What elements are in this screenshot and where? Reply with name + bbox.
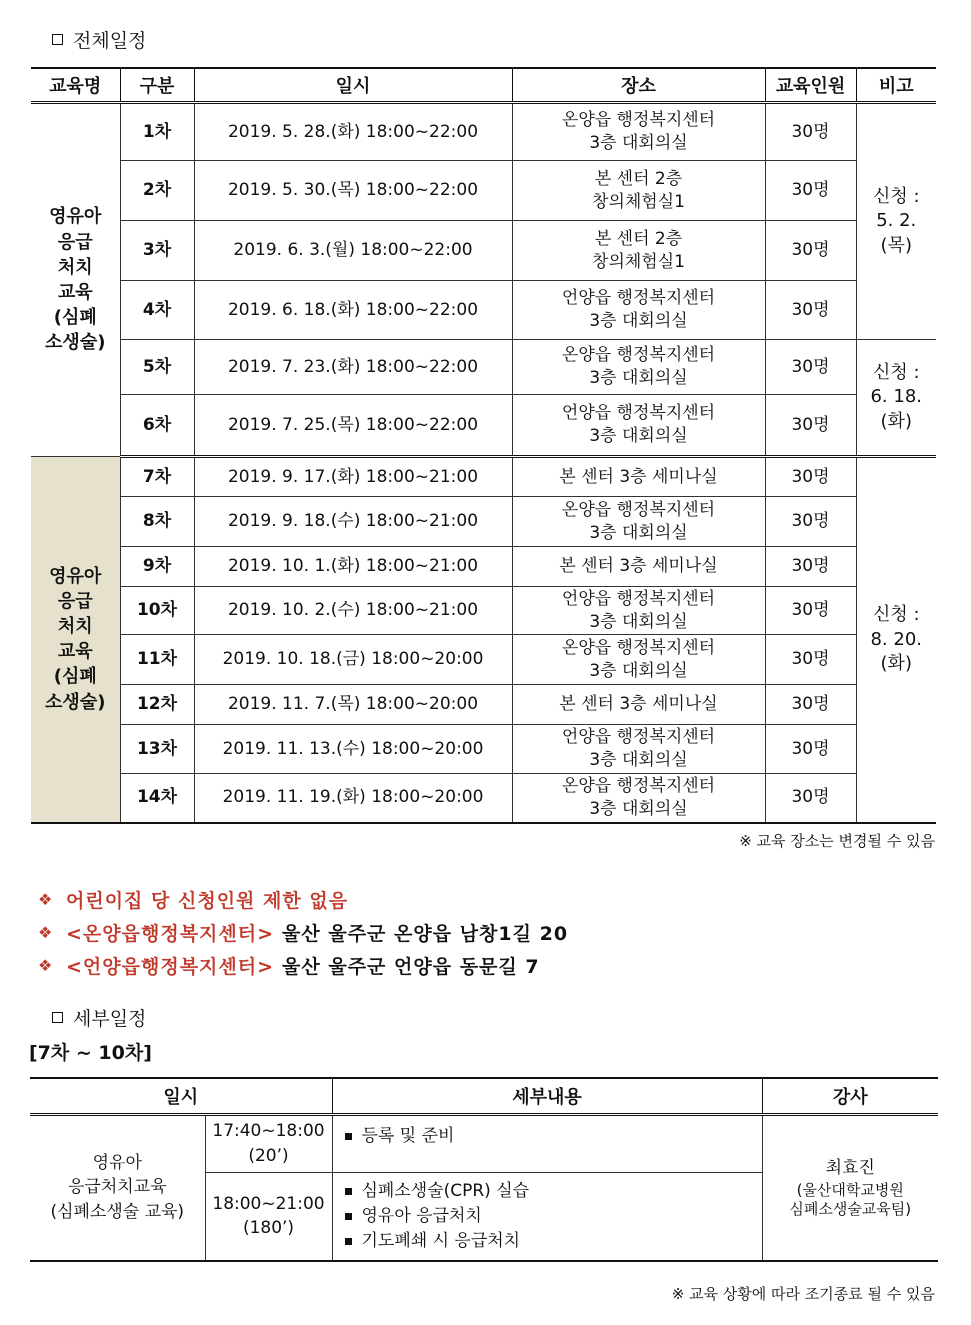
- place-cell: [512, 457, 765, 497]
- course-name-line: 응급: [57, 590, 93, 612]
- count-cell: 30명: [765, 725, 856, 774]
- table-row: [31, 103, 936, 161]
- list-item: [345, 1204, 762, 1229]
- list-item-text: 영유아 응급처치: [361, 1205, 482, 1226]
- place-cell: [512, 587, 765, 635]
- round-cell: 5차: [120, 340, 194, 395]
- table-row: [31, 395, 936, 457]
- square-bullet-icon: [345, 1238, 352, 1245]
- course-name-line: (심폐: [53, 666, 97, 688]
- place-line: 언양읍 행정복지센터: [561, 288, 716, 309]
- table-row: [31, 161, 936, 221]
- count-cell: 30명: [765, 161, 856, 221]
- header-cell: 구분: [120, 68, 194, 103]
- course-name-line: 교육: [57, 282, 93, 303]
- table-row: [30, 1115, 938, 1173]
- datetime-cell: 2019. 10. 1.(화) 18:00~21:00: [194, 547, 512, 587]
- list-item: [345, 1179, 762, 1204]
- venue-change-footnote: ※ 교육 장소는 변경될 수 있음: [739, 832, 935, 850]
- diamond-bullet-icon: ❖: [38, 923, 53, 942]
- round-cell: 9차: [120, 547, 194, 587]
- time-slot-cell: [205, 1173, 332, 1261]
- place-cell: [512, 547, 765, 587]
- header-cell: 일시: [194, 68, 512, 103]
- note-line: (목): [880, 234, 912, 256]
- table-row: [31, 587, 936, 635]
- place-line: 3층 대회의실: [589, 133, 688, 153]
- place-line: 3층 대회의실: [589, 750, 688, 770]
- place-line: 창의체험실1: [592, 191, 685, 212]
- instructor-name: 최효진: [825, 1157, 875, 1178]
- round-cell: 3차: [120, 221, 194, 281]
- program-line: (심폐소생술 교육): [50, 1202, 185, 1223]
- datetime-cell: 2019. 5. 30.(목) 18:00~22:00: [194, 161, 512, 221]
- time-text: 18:00~21:00: [212, 1193, 325, 1214]
- note-line: (화): [880, 652, 912, 674]
- square-bullet-icon: [345, 1133, 352, 1140]
- place-line: 언양읍 행정복지센터: [561, 588, 716, 609]
- table-row: [31, 221, 936, 281]
- course-name-line: 소생술): [45, 691, 106, 713]
- contents-cell: [332, 1115, 762, 1173]
- table-row: [31, 685, 936, 725]
- place-line: 3층 대회의실: [589, 660, 688, 681]
- round-cell: 4차: [120, 281, 194, 340]
- header-cell: 일시: [30, 1078, 332, 1115]
- datetime-cell: 2019. 7. 25.(목) 18:00~22:00: [194, 395, 512, 457]
- round-cell: 1차: [120, 103, 194, 161]
- place-cell: [512, 395, 765, 457]
- header-cell: 장소: [512, 68, 765, 103]
- place-line: 본 센터 2층: [594, 228, 683, 249]
- duration-text: (180’): [242, 1218, 295, 1239]
- round-cell: 6차: [120, 395, 194, 457]
- datetime-cell: 2019. 6. 3.(월) 18:00~22:00: [194, 221, 512, 281]
- place-cell: [512, 103, 765, 161]
- place-line: 온양읍 행정복지센터: [561, 499, 716, 520]
- overall-title-text: 전체일정: [73, 30, 147, 52]
- place-line: 3층 대회의실: [589, 368, 688, 388]
- place-line: 본 센터 3층 세미나실: [559, 556, 718, 577]
- notice-red-text: <온양읍행정복지센터>: [66, 923, 275, 945]
- place-cell: [512, 635, 765, 685]
- round-cell: 13차: [120, 725, 194, 774]
- detail-schedule-table: [30, 1077, 938, 1262]
- notice-item: [38, 916, 568, 949]
- count-cell: 30명: [765, 774, 856, 823]
- datetime-cell: 2019. 11. 7.(목) 18:00~20:00: [194, 685, 512, 725]
- count-cell: 30명: [765, 685, 856, 725]
- course-name-line: 교육: [57, 641, 93, 663]
- round-cell: 10차: [120, 587, 194, 635]
- place-line: 3층 대회의실: [589, 611, 688, 632]
- course-name-cell: [31, 103, 120, 457]
- round-cell: 14차: [120, 774, 194, 823]
- header-cell: 교육인원: [765, 68, 856, 103]
- table-header-row: [30, 1078, 938, 1115]
- list-item-text: 등록 및 준비: [361, 1126, 455, 1146]
- table-row: [31, 635, 936, 685]
- place-cell: [512, 774, 765, 823]
- note-cell: [856, 103, 936, 340]
- datetime-cell: 2019. 10. 18.(금) 18:00~20:00: [194, 635, 512, 685]
- instructor-org: (울산대학교병원: [796, 1180, 904, 1199]
- note-line: 8. 20.: [870, 628, 923, 650]
- course-name-line: 응급: [57, 231, 93, 253]
- round-cell: 8차: [120, 497, 194, 547]
- place-line: 온양읍 행정복지센터: [561, 345, 716, 366]
- early-end-footnote: ※ 교육 상황에 따라 조기종료 될 수 있음: [671, 1285, 935, 1303]
- detail-title-text: 세부일정: [73, 1008, 147, 1030]
- place-cell: [512, 725, 765, 774]
- note-line: 신청 :: [872, 604, 920, 626]
- time-text: 17:40~18:00: [212, 1121, 325, 1142]
- header-cell: 강사: [762, 1078, 938, 1115]
- diamond-bullet-icon: ❖: [38, 890, 53, 909]
- place-line: 창의체험실1: [592, 251, 685, 272]
- diamond-bullet-icon: ❖: [38, 956, 53, 975]
- notice-list: [38, 883, 568, 982]
- place-cell: [512, 685, 765, 725]
- header-cell: 비고: [856, 68, 936, 103]
- notice-item: [38, 883, 568, 916]
- course-name-cell: [31, 457, 120, 823]
- overall-section-title: [52, 26, 146, 53]
- round-range-label: [7차 ~ 10차]: [29, 1042, 152, 1064]
- round-cell: 11차: [120, 635, 194, 685]
- place-line: 본 센터 3층 세미나실: [559, 694, 718, 715]
- table-row: [31, 547, 936, 587]
- notice-address-text: 울산 울주군 언양읍 동문길 7: [282, 956, 540, 978]
- notice-red-text: 어린이집 당 신청인원 제한 없음: [66, 890, 349, 912]
- place-cell: [512, 161, 765, 221]
- table-row: [31, 340, 936, 395]
- datetime-cell: 2019. 10. 2.(수) 18:00~21:00: [194, 587, 512, 635]
- notice-red-text: <언양읍행정복지센터>: [66, 956, 275, 978]
- datetime-cell: 2019. 7. 23.(화) 18:00~22:00: [194, 340, 512, 395]
- place-line: 3층 대회의실: [589, 426, 688, 446]
- count-cell: 30명: [765, 457, 856, 497]
- place-line: 언양읍 행정복지센터: [561, 727, 716, 748]
- note-line: 신청 :: [872, 186, 920, 208]
- program-line: 영유아: [92, 1152, 142, 1173]
- round-cell: 2차: [120, 161, 194, 221]
- notice-item: [38, 949, 568, 982]
- detail-section-title: [52, 1004, 146, 1031]
- list-item-text: 심폐소생술(CPR) 실습: [361, 1180, 530, 1201]
- place-cell: [512, 281, 765, 340]
- table-row: [31, 497, 936, 547]
- square-bullet-icon: [345, 1188, 352, 1195]
- count-cell: 30명: [765, 103, 856, 161]
- duration-text: (20’): [248, 1146, 289, 1166]
- round-cell: 7차: [120, 457, 194, 497]
- table-row: [31, 774, 936, 823]
- header-cell: 교육명: [31, 68, 120, 103]
- notice-address-text: 울산 울주군 온양읍 남창1길 20: [282, 923, 569, 945]
- note-line: 5. 2.: [876, 210, 917, 232]
- table-header-row: [31, 68, 936, 103]
- overall-schedule-table: [31, 67, 936, 824]
- course-name-line: 영유아: [49, 206, 102, 228]
- datetime-cell: 2019. 9. 18.(수) 18:00~21:00: [194, 497, 512, 547]
- header-cell: 세부내용: [332, 1078, 762, 1115]
- place-line: 온양읍 행정복지센터: [561, 637, 716, 658]
- course-name-line: 영유아: [49, 565, 102, 587]
- list-item-text: 기도폐쇄 시 응급처치: [361, 1230, 521, 1251]
- place-line: 본 센터 3층 세미나실: [559, 466, 718, 487]
- datetime-cell: 2019. 5. 28.(화) 18:00~22:00: [194, 103, 512, 161]
- count-cell: 30명: [765, 281, 856, 340]
- place-line: 3층 대회의실: [589, 311, 688, 331]
- note-line: 6. 18.: [870, 386, 923, 408]
- instructor-cell: [762, 1115, 938, 1261]
- course-name-line: 처치: [57, 256, 93, 278]
- square-bullet-icon: [345, 1213, 352, 1220]
- place-cell: [512, 497, 765, 547]
- datetime-cell: 2019. 9. 17.(화) 18:00~21:00: [194, 457, 512, 497]
- table-row: [31, 281, 936, 340]
- program-line: 응급처치교육: [67, 1177, 167, 1198]
- contents-cell: [332, 1173, 762, 1261]
- time-slot-cell: [205, 1115, 332, 1173]
- datetime-cell: 2019. 6. 18.(화) 18:00~22:00: [194, 281, 512, 340]
- note-line: (화): [880, 410, 912, 432]
- count-cell: 30명: [765, 587, 856, 635]
- checkbox-square-icon: [52, 1012, 63, 1023]
- count-cell: 30명: [765, 497, 856, 547]
- course-name-line: 소생술): [45, 332, 106, 354]
- place-cell: [512, 221, 765, 281]
- place-line: 언양읍 행정복지센터: [561, 403, 716, 424]
- list-item: [345, 1124, 762, 1149]
- count-cell: 30명: [765, 340, 856, 395]
- instructor-team: 심폐소생술교육팀): [789, 1200, 912, 1219]
- table-row: [31, 457, 936, 497]
- count-cell: 30명: [765, 221, 856, 281]
- count-cell: 30명: [765, 395, 856, 457]
- place-line: 온양읍 행정복지센터: [561, 775, 716, 796]
- table-row: [31, 725, 936, 774]
- course-name-line: (심폐: [53, 307, 97, 329]
- place-line: 온양읍 행정복지센터: [561, 110, 716, 131]
- program-cell: [30, 1115, 205, 1261]
- datetime-cell: 2019. 11. 19.(화) 18:00~20:00: [194, 774, 512, 823]
- note-line: 신청 :: [872, 362, 920, 384]
- checkbox-square-icon: [52, 34, 63, 45]
- note-cell: [856, 457, 936, 823]
- place-cell: [512, 340, 765, 395]
- round-cell: 12차: [120, 685, 194, 725]
- count-cell: 30명: [765, 547, 856, 587]
- place-line: 3층 대회의실: [589, 522, 688, 543]
- place-line: 본 센터 2층: [594, 168, 683, 189]
- count-cell: 30명: [765, 635, 856, 685]
- place-line: 3층 대회의실: [589, 798, 688, 819]
- datetime-cell: 2019. 11. 13.(수) 18:00~20:00: [194, 725, 512, 774]
- course-name-line: 처치: [57, 616, 93, 638]
- list-item: [345, 1229, 762, 1254]
- note-cell: [856, 340, 936, 457]
